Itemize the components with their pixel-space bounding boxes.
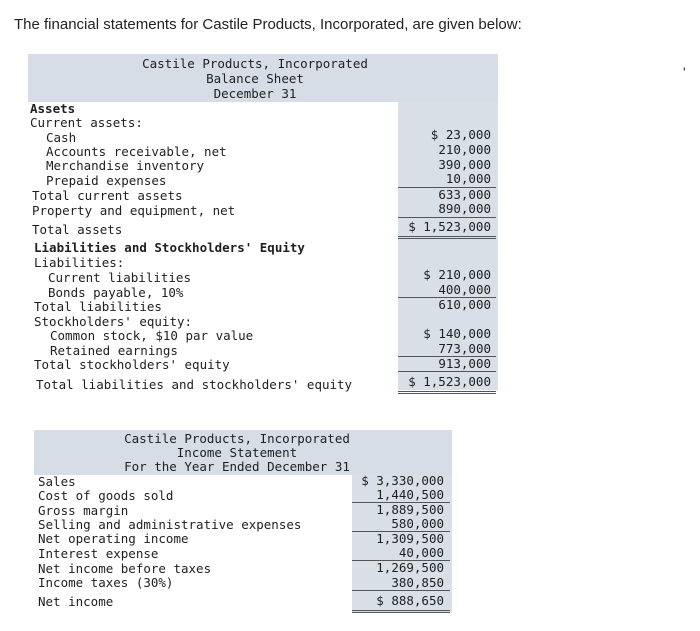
is-amount-sales: $ 3,330,000 — [361, 473, 444, 488]
is-amount-net-income: $ 888,650 — [376, 593, 444, 608]
is-amount-gross-margin: 1,889,500 — [376, 502, 444, 517]
bs-amount-cash: $ 23,000 — [430, 127, 491, 142]
is-label-net-income: Net income — [38, 594, 114, 609]
bs-amount-total-assets: $ 1,523,000 — [408, 219, 491, 234]
bs-amount-property-equipment: 890,000 — [438, 201, 491, 216]
is-amount-net-operating-income: 1,309,500 — [376, 531, 444, 546]
bs-label-liabilities: Liabilities: — [34, 255, 125, 270]
balance-sheet-title: Balance Sheet — [206, 71, 304, 86]
bs-label-total-liabilities-equity: Total liabilities and stockholders' equity — [36, 377, 353, 392]
bs-amount-prepaid-expenses: 10,000 — [445, 171, 491, 186]
income-statement-company: Castile Products, Incorporated — [124, 431, 350, 446]
is-label-income-before-taxes: Net income before taxes — [38, 561, 212, 576]
balance-sheet-date: December 31 — [213, 86, 297, 101]
income-statement-title: Income Statement — [176, 445, 298, 460]
bs-label-common-stock: Common stock, $10 par value — [50, 328, 254, 343]
bs-label-total-current-assets: Total current assets — [32, 188, 183, 203]
bs-label-merchandise-inventory: Merchandise inventory — [46, 158, 205, 173]
bs-rule-total-equity — [398, 371, 496, 372]
bs-label-liabilities-equity: Liabilities and Stockholders' Equity — [34, 240, 305, 255]
is-amount-interest-expense: 40,000 — [398, 545, 444, 560]
is-label-interest-expense: Interest expense — [38, 546, 159, 561]
bs-label-accounts-receivable: Accounts receivable, net — [46, 144, 227, 159]
bs-amount-retained-earnings: 773,000 — [438, 341, 491, 356]
is-amount-selling-admin: 580,000 — [391, 516, 444, 531]
is-amount-income-before-taxes: 1,269,500 — [376, 560, 444, 575]
is-amount-income-taxes: 380,850 — [391, 575, 444, 590]
bs-amount-bonds-payable: 400,000 — [438, 282, 491, 297]
bs-amount-total-stockholders-equity: 913,000 — [438, 356, 491, 371]
bs-label-cash: Cash — [46, 130, 77, 145]
bs-double-rule-grand-total — [398, 391, 496, 394]
stray-mark: ' — [683, 64, 686, 80]
bs-label-total-assets: Total assets — [32, 222, 123, 237]
bs-label-assets: Assets — [30, 101, 76, 116]
bs-label-total-liabilities: Total liabilities — [34, 299, 162, 314]
bs-amount-total-current-assets: 633,000 — [438, 187, 491, 202]
bs-amount-total-liabilities-equity: $ 1,523,000 — [408, 374, 491, 389]
bs-label-stockholders-equity: Stockholders' equity: — [34, 314, 193, 329]
is-double-rule-net-income — [352, 610, 450, 613]
bs-label-current-assets: Current assets: — [30, 115, 143, 130]
bs-amount-common-stock: $ 140,000 — [423, 326, 491, 341]
bs-label-total-stockholders-equity: Total stockholders' equity — [34, 357, 230, 372]
is-rule-taxes — [352, 590, 450, 591]
bs-label-bonds-payable: Bonds payable, 10% — [48, 285, 184, 300]
is-label-net-operating-income: Net operating income — [38, 531, 189, 546]
bs-double-rule-total-assets — [398, 236, 496, 239]
income-statement-period: For the Year Ended December 31 — [124, 459, 350, 474]
bs-label-retained-earnings: Retained earnings — [50, 343, 178, 358]
bs-label-property-equipment: Property and equipment, net — [32, 203, 236, 218]
intro-text: The financial statements for Castile Products, Incorporated, are given below: — [14, 16, 522, 33]
bs-amount-merchandise-inventory: 390,000 — [438, 157, 491, 172]
bs-amount-total-liabilities: 610,000 — [438, 297, 491, 312]
is-label-cogs: Cost of goods sold — [38, 488, 174, 503]
bs-amount-current-liabilities: $ 210,000 — [423, 267, 491, 282]
is-label-sales: Sales — [38, 474, 76, 489]
bs-label-prepaid-expenses: Prepaid expenses — [46, 173, 167, 188]
bs-label-current-liabilities: Current liabilities — [48, 270, 191, 285]
is-label-income-taxes: Income taxes (30%) — [38, 575, 174, 590]
is-label-selling-admin: Selling and administrative expenses — [38, 517, 302, 532]
balance-sheet-company: Castile Products, Incorporated — [142, 56, 368, 71]
is-label-gross-margin: Gross margin — [38, 503, 129, 518]
is-amount-cogs: 1,440,500 — [376, 487, 444, 502]
bs-amount-accounts-receivable: 210,000 — [438, 142, 491, 157]
bs-rule-property — [398, 217, 496, 218]
